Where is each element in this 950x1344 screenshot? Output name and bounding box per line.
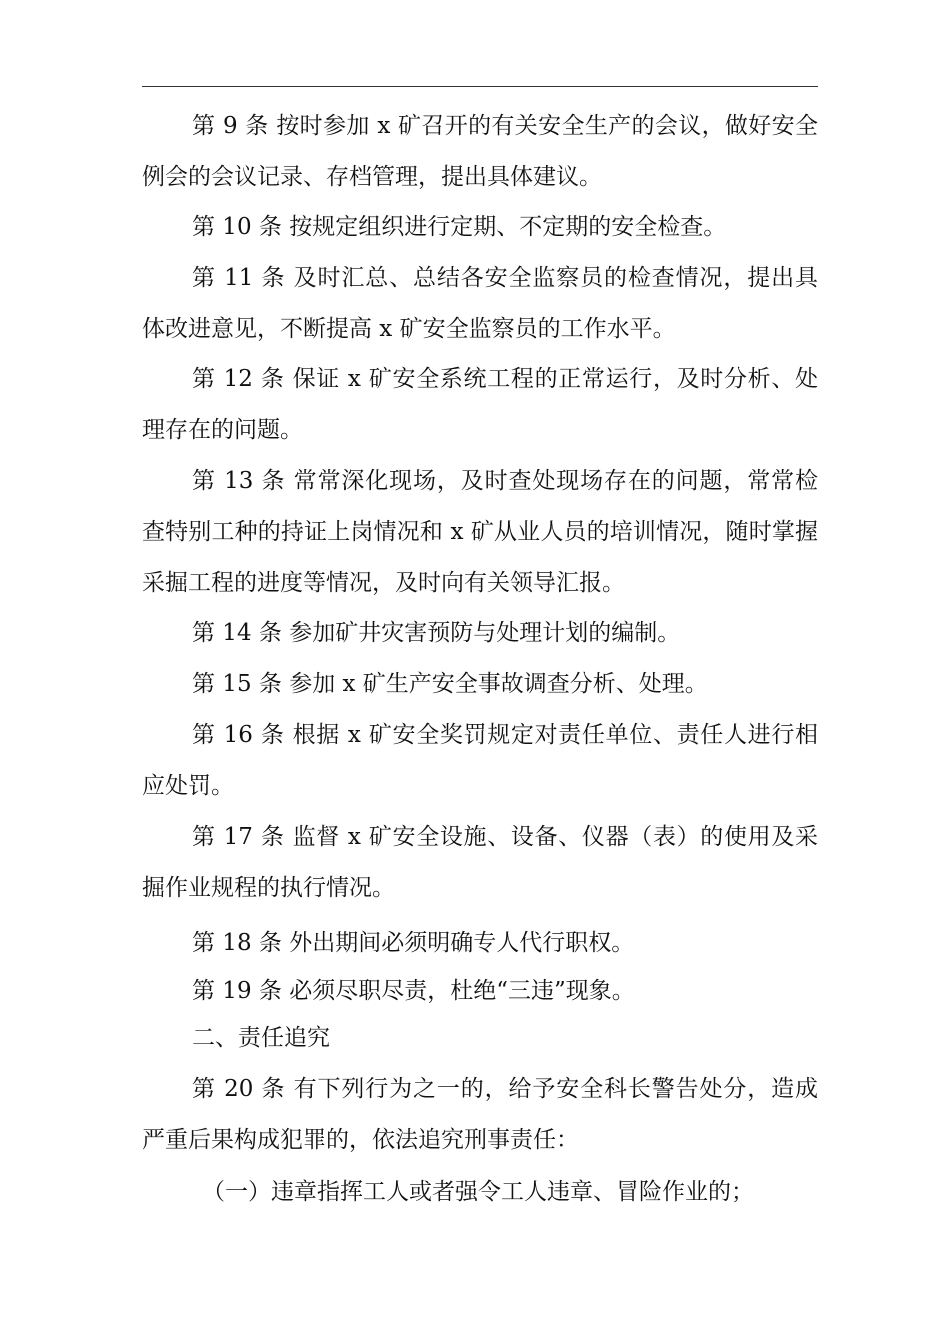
article-13: 第 13 条 常常深化现场，及时查处现场存在的问题，常常检查特别工种的持证上岗情况和 x 矿从业人员的培训情况，随时掌握采掘工程的进度等情况，及时向有关领导汇报。 bbox=[142, 468, 818, 596]
section-heading-liability: 二、责任追究 bbox=[192, 1025, 330, 1051]
article-14: 第 14 条 参加矿井灾害预防与处理计划的编制。 bbox=[192, 620, 681, 646]
article-16: 第 16 条 根据 x 矿安全奖罚规定对责任单位、责任人进行相应处罚。 bbox=[142, 722, 818, 799]
list-item-1: （一）违章指挥工人或者强令工人违章、冒险作业的； bbox=[202, 1179, 754, 1205]
article-9: 第 9 条 按时参加 x 矿召开的有关安全生产的会议，做好安全例会的会议记录、存档管理，提出具体建议。 bbox=[142, 113, 818, 190]
header-rule bbox=[142, 86, 818, 87]
article-11: 第 11 条 及时汇总、总结各安全监察员的检查情况，提出具体改进意见，不断提高 x 矿安全监察员的工作水平。 bbox=[142, 265, 818, 342]
article-17: 第 17 条 监督 x 矿安全设施、设备、仪器（表）的使用及采掘作业规程的执行情况。 bbox=[142, 824, 818, 901]
article-15: 第 15 条 参加 x 矿生产安全事故调查分析、处理。 bbox=[192, 671, 708, 697]
article-18: 第 18 条 外出期间必须明确专人代行职权。 bbox=[192, 930, 635, 956]
article-19: 第 19 条 必须尽职尽责，杜绝“三违”现象。 bbox=[192, 978, 635, 1004]
article-20: 第 20 条 有下列行为之一的，给予安全科长警告处分，造成严重后果构成犯罪的，依法追究刑事责任： bbox=[142, 1076, 818, 1153]
article-10: 第 10 条 按规定组织进行定期、不定期的安全检查。 bbox=[192, 214, 727, 240]
article-12: 第 12 条 保证 x 矿安全系统工程的正常运行，及时分析、处理存在的问题。 bbox=[142, 366, 818, 443]
